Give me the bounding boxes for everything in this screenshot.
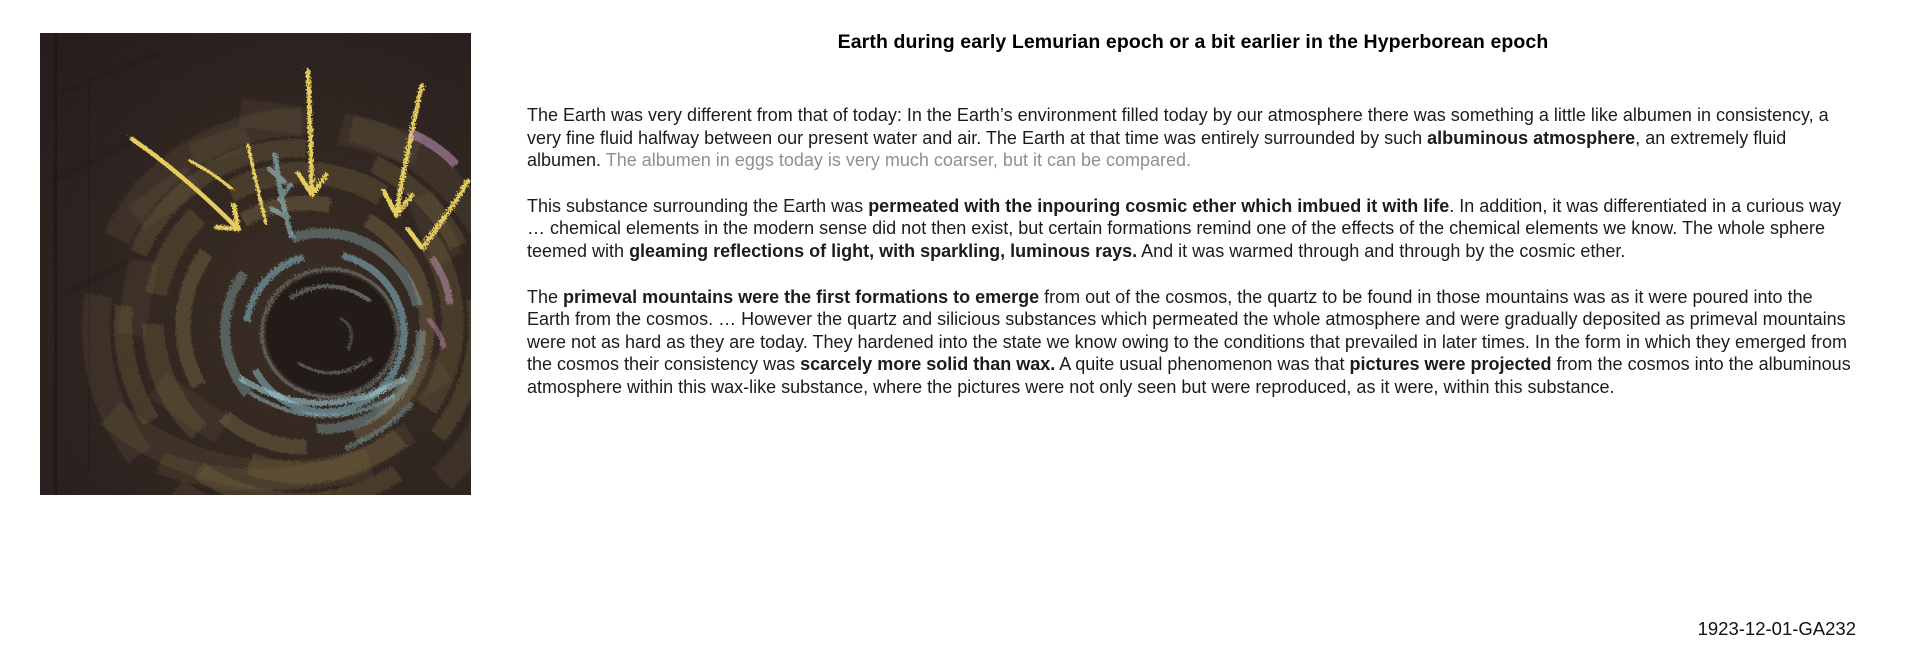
- text-run: scarcely more solid than wax.: [800, 354, 1056, 375]
- text-run: pictures were projected: [1349, 354, 1552, 375]
- text-run: The albumen in eggs today is very much coarser, but it can be compared.: [605, 150, 1192, 171]
- text-run: The Earth was very different from that of today: In the Earth’s environment filled today by our atmosphere there was something a little like albumen in consistency, a very fine fluid halfway between our present water and air. The Earth at that time was entirely surrounded by such: [527, 105, 1829, 148]
- text-run: The: [527, 286, 564, 307]
- paragraph: [527, 195, 1859, 263]
- blackboard-drawing-svg: [40, 33, 471, 495]
- text-run: This substance surrounding the Earth was: [527, 195, 869, 216]
- paragraph: [527, 286, 1859, 399]
- paragraph: [527, 104, 1859, 172]
- text-run: And it was warmed through and through by the cosmic ether.: [1137, 240, 1626, 261]
- blackboard-drawing-image: [40, 33, 471, 495]
- text-run: , an extremely fluid albumen.: [527, 127, 1787, 171]
- text-run: from the cosmos into the albuminous atmosphere within this wax-like substance, where the pictures were not only seen but were reproduced, as it were, within this substance.: [527, 354, 1851, 397]
- text-run: gleaming reflections of light, with sparkling, luminous rays.: [629, 240, 1138, 261]
- page-title: Earth during early Lemurian epoch or a bit earlier in the Hyperborean epoch: [837, 31, 1549, 53]
- text-run: from out of the cosmos, the quartz to be found in those mountains was as it were poured into the Earth from the cosmos. … However the quartz and silicious substances which permeated the whole atmosphere and were gradually deposited as primeval mountains were not as hard as they are today. They hardened into the state we know owing to the conditions that prevailed in later times. In the form in which they emerged from the cosmos their consistency was: [527, 286, 1848, 375]
- body-paragraphs: [527, 104, 1859, 399]
- text-run: albuminous atmosphere: [1427, 127, 1636, 148]
- text-run: A quite usual phenomenon was that: [1055, 354, 1350, 375]
- text-run: primeval mountains were the first formations to emerge: [563, 286, 1040, 307]
- source-reference: 1923-12-01-GA232: [1697, 618, 1856, 639]
- text-column: [527, 0, 1859, 422]
- text-run: permeated with the inpouring cosmic ether which imbued it with life: [868, 195, 1450, 216]
- text-run: . In addition, it was differentiated in a curious way … chemical elements in the modern sense did not then exist, but certain formations remind one of the effects of the chemical elements we know. The whole sphere teemed with: [527, 195, 1842, 261]
